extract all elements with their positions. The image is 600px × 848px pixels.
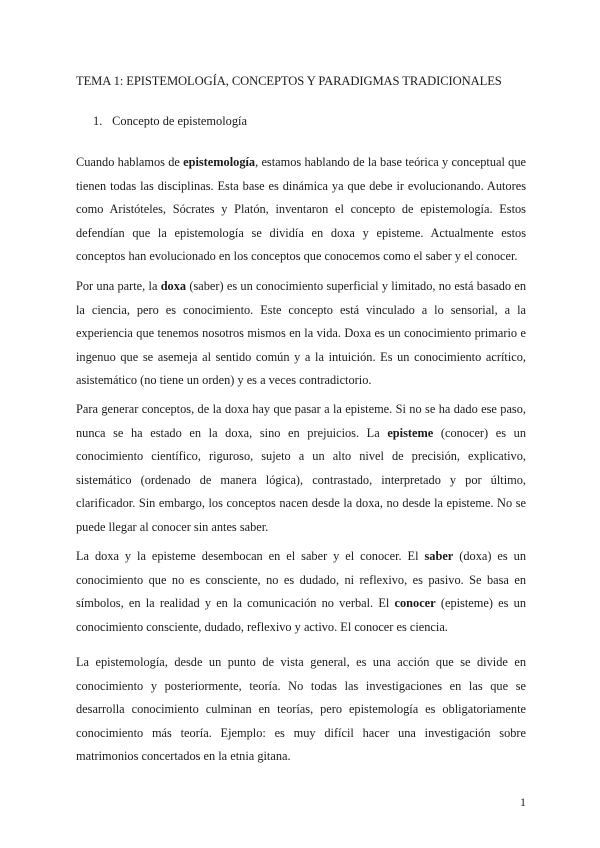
paragraph-epistemologia — [76, 151, 526, 269]
paragraph-text: (doxa) es un conocimiento que no es consciente, no es dudado, ni reflexivo, es pasivo. Se basa en símbolos, en la realidad y en la comunicación no verbal. El — [76, 549, 526, 610]
bold-term-doxa: doxa — [160, 279, 187, 293]
bold-term-conocer: conocer — [394, 596, 436, 610]
section-number: 1. — [93, 114, 103, 128]
paragraph-text: La epistemología, desde un punto de vista general, es una acción que se divide en conocimiento y posteriormente, teoría. No todas las investigaciones en las que se desarrolla conocimiento culminan en teorías, pero epistemología es obligatoriamente conocimiento más teoría. Ejemplo: es muy difícil hacer una investigación sobre matrimonios concertados en la etnia gitana. — [76, 655, 526, 763]
paragraph-text: , estamos hablando de la base teórica y conceptual que tienen todas las disciplinas. Esta base es dinámica ya que debe ir evolucionando. Autores como Aristóteles, Sócrates y Platón, inventaron el concepto de epistemología. Estos defendían que la epistemología se dividía en doxa y episteme. Actualmente estos conceptos han evolucionado en los conceptos que conocemos como el saber y el conocer. — [76, 155, 526, 263]
page-number: 1 — [520, 795, 526, 809]
bold-term-epistemologia: epistemología — [183, 155, 256, 169]
paragraph-text: Por una parte, la — [76, 279, 161, 293]
bold-term-episteme: episteme — [387, 425, 434, 440]
paragraph-doxa — [76, 275, 526, 393]
bold-term-saber: saber — [424, 549, 454, 563]
section-heading-text: Concepto de epistemología — [112, 114, 247, 128]
paragraph-text: Cuando hablamos de — [76, 155, 184, 169]
paragraph-text: La doxa y la episteme desembocan en el saber y el conocer. El — [76, 549, 425, 563]
paragraph-text: (conocer) es un conocimiento científico, riguroso, sujeto a un alto nivel de precisión, explicativo, sistemático (ordenado de manera lógica), contrastado, interpretado y por último, clarificador. Sin embargo, los conceptos nacen desde la doxa, no desde la episteme. No se puede llegar al conocer sin antes saber. — [76, 425, 526, 534]
paragraph-teoria — [76, 651, 526, 769]
section-heading — [93, 114, 247, 129]
paragraph-text: (saber) es un conocimiento superficial y limitado, no está basado en la ciencia, pero es conocimiento. Este concepto está vinculado a lo sensorial, a la experiencia que tenemos nosotros mismos en la vida. Doxa es un conocimiento primario e ingenuo que se asemeja al sentido común y a la intuición. Es un conocimiento acrítico, asistemático (no tiene un orden) y es a veces contradictorio. — [76, 279, 526, 387]
page-title: TEMA 1: EPISTEMOLOGÍA, CONCEPTOS Y PARADIGMAS TRADICIONALES — [76, 74, 502, 88]
paragraph-episteme — [76, 398, 526, 539]
paragraph-text: Para generar conceptos, de la doxa hay que pasar a la episteme. Si no se ha dado ese paso, nunca se ha estado en la doxa, sino en prejuicios. La — [76, 402, 526, 440]
paragraph-saber-conocer — [76, 545, 526, 639]
paragraph-text: (episteme) es un conocimiento consciente, dudado, reflexivo y activo. El conocer es ciencia. — [76, 596, 526, 634]
